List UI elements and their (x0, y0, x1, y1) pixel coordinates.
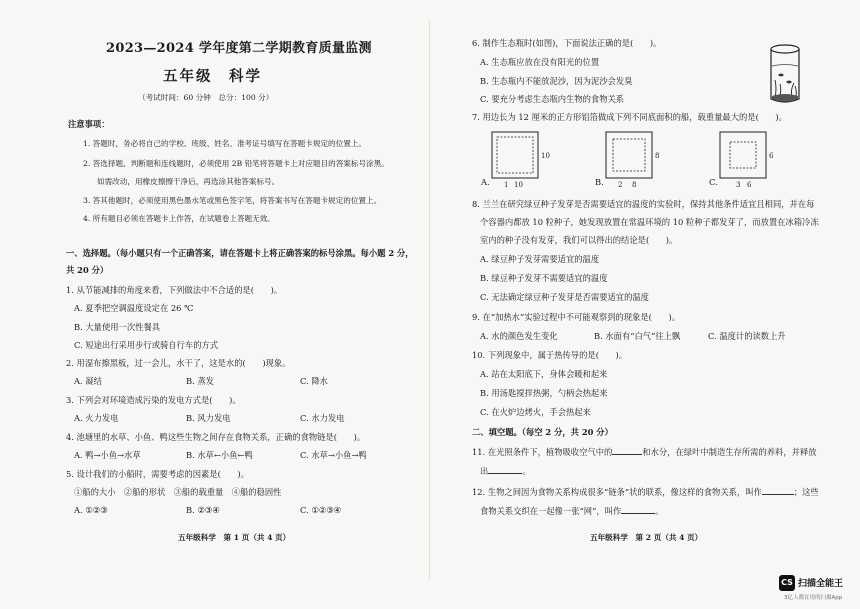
question-6: 6. 制作生态瓶时(如图)，下面说法正确的是( )。 (472, 38, 662, 48)
page-footer: 五年级科学 第 2 页（共 4 页） (590, 533, 703, 542)
q3-option-b: B. 风力发电 (186, 413, 231, 423)
section-2-heading: 二、填空题。（每空 2 分，共 20 分） (472, 427, 613, 437)
question-1: 1. 从节能减排的角度来看，下列做法中不合适的是( )。 (66, 285, 283, 295)
q11-text-3: 出 (480, 466, 489, 476)
q9-option-c: C. 温度计的读数上升 (708, 331, 786, 341)
q8-option-b: B. 绿豆种子发芽不需要适宜的温度 (480, 273, 608, 283)
q10-option-c: C. 在火炉边烤火，手会热起来 (480, 407, 591, 417)
section-1-heading: 一、选择题。（每小题只有一个正确答案，请在答题卡上将正确答案的标号涂黑。每小题 2 分， (66, 248, 414, 258)
q2-option-b: B. 蒸发 (186, 376, 214, 386)
q3-option-a: A. 火力发电 (74, 413, 119, 423)
page-footer: 五年级科学 第 1 页（共 4 页） (178, 533, 291, 542)
q2-option-a: A. 凝结 (74, 376, 102, 386)
question-11 (472, 446, 817, 458)
q12-text-2: ；这些 (793, 487, 819, 497)
q5-option-a: A. ①②③ (74, 505, 108, 515)
q1-option-b: B. 大量使用一次性餐具 (74, 322, 161, 332)
q12-blank-1 (762, 494, 794, 495)
dim-a-width: 10 (514, 181, 523, 189)
right-page (430, 0, 860, 609)
q2-option-c: C. 降水 (300, 376, 328, 386)
q1-option-a: A. 夏季把空调温度设定在 26 ℃ (74, 303, 194, 313)
exam-title: 2023—2024 学年度第二学期教育质量监测 (106, 41, 372, 56)
exam-subtitle: 五年级 科学 (163, 68, 262, 85)
question-3: 3. 下列会对环境造成污染的发电方式是( )。 (66, 395, 241, 405)
q4-option-b: B. 水草←小鱼←鸭 (186, 450, 253, 460)
q12-text-4: 。 (655, 506, 664, 516)
boat-diagrams (482, 128, 822, 190)
section-1-heading-cont: 共 20 分） (66, 265, 109, 275)
q5-option-b: B. ②③④ (186, 505, 220, 515)
q8-option-a: A. 绿豆种子发芽需要适宜的温度 (480, 254, 600, 264)
q3-option-c: C. 水力发电 (300, 413, 345, 423)
q10-option-a: A. 站在太阳底下，身体会暖和起来 (480, 369, 608, 379)
q5-option-c: C. ①②③④ (300, 505, 342, 515)
q8-option-c: C. 无法确定绿豆种子发芽是否需要适宜的温度 (480, 292, 649, 302)
notice-item: 如需改动，用橡皮擦擦干净后，再选涂其他答案标号。 (97, 177, 280, 186)
question-8-cont: 室内的种子没有发芽，我们可以得出的结论是( )。 (480, 235, 678, 245)
q11-blank-1 (612, 454, 642, 455)
q4-option-a: A. 鸭→小鱼→水草 (74, 450, 141, 460)
eco-bottle-icon (766, 42, 804, 106)
dim-c-height: 6 (769, 152, 774, 160)
camscanner-logo-icon: CS (779, 575, 795, 591)
q4-option-c: C. 水草→小鱼→鸭 (300, 450, 367, 460)
q11-text-4: 。 (522, 466, 531, 476)
q6-option-b: B. 生态瓶内不能放泥沙，因为泥沙会发臭 (480, 76, 633, 86)
dim-b-corner: 2 (618, 181, 623, 189)
watermark-tagline: 3亿人都在用的扫描App (784, 595, 843, 601)
question-11-cont (480, 465, 531, 477)
q1-option-c: C. 短途出行采用步行或骑自行车的方式 (74, 340, 219, 350)
q11-text-2: 和水分，在绿叶中制造生存所需的养料，并释放 (642, 447, 817, 457)
q12-text-1: 12. 生物之间因为食物关系构成很多“链条”状的联系，像这样的食物关系，叫作 (472, 487, 762, 497)
q5-factors: ①船的大小 ②船的形状 ③船的载重量 ④船的稳固性 (74, 487, 282, 497)
question-12-cont (480, 505, 664, 517)
q11-blank-2 (488, 473, 522, 474)
dim-b-width: 8 (632, 181, 637, 189)
q7-label-a: A. (481, 177, 490, 187)
notice-item: 3. 答其他题时，必须使用黑色墨水笔或黑色签字笔，将答案书写在答题卡规定的位置上。 (83, 196, 382, 205)
notice-item: 2. 答选择题、判断题和连线题时，必须使用 2B 铅笔将答题卡上对应题目的答案标号涂黑。 (83, 159, 389, 168)
q7-label-c: C. (709, 177, 718, 187)
notice-heading: 注意事项： (68, 119, 110, 129)
q12-blank-2 (621, 513, 655, 514)
q6-option-c: C. 要充分考虑生态瓶内生物的食物关系 (480, 94, 625, 104)
q6-option-a: A. 生态瓶应放在没有阳光的位置 (480, 57, 600, 67)
dim-a-corner: 1 (504, 181, 509, 189)
question-8-cont: 个容器内都放 10 粒种子，她发现放置在常温环境的 10 粒种子都发芽了，而放置在冰箱冷冻 (480, 217, 819, 227)
question-4: 4. 池塘里的水草、小鱼、鸭这些生物之间存在食物关系，正确的食物链是( )。 (66, 432, 366, 442)
question-8: 8. 兰兰在研究绿豆种子发芽是否需要适宜的温度的实验时，保持其他条件适宜且相同，并在每 (472, 199, 815, 209)
q9-option-b: B. 水面有“白气”往上飘 (594, 331, 681, 341)
dim-c-corner: 3 (736, 181, 741, 189)
q11-text-1: 11. 在光照条件下，植物吸收空气中的 (472, 447, 613, 457)
notice-item: 1. 答题时，务必将自己的学校、班级、姓名、准考证号填写在答题卡规定的位置上。 (83, 139, 367, 148)
q7-label-b: B. (595, 177, 604, 187)
q10-option-b: B. 用汤匙搅拌热粥，勺柄会热起来 (480, 388, 608, 398)
watermark-brand: 扫描全能王 (798, 579, 844, 589)
question-12 (472, 486, 819, 498)
dim-b-height: 8 (655, 152, 660, 160)
question-10: 10. 下列现象中，属于热传导的是( )。 (472, 350, 628, 360)
question-2: 2. 用湿布擦黑板，过一会儿，水干了，这是水的( )现象。 (66, 358, 291, 368)
question-7: 7. 用边长为 12 厘米的正方形铝箔做成下列不同底面积的船，载重量最大的是( )。 (472, 112, 787, 122)
dim-c-width: 6 (747, 181, 752, 189)
exam-info: （考试时间：60 分钟 总分：100 分） (138, 93, 274, 102)
q9-option-a: A. 水的颜色发生变化 (480, 331, 558, 341)
dim-a-height: 10 (541, 152, 550, 160)
question-9: 9. 在“加热水”实验过程中不可能观察到的现象是( )。 (472, 312, 681, 322)
q12-text-3: 食物关系交织在一起像一张“网”，叫作 (480, 506, 622, 516)
question-5: 5. 设计我们的小船时，需要考虑的因素是( )。 (66, 469, 249, 479)
notice-item: 4. 所有题目必须在答题卡上作答，在试题卷上答题无效。 (83, 214, 275, 223)
